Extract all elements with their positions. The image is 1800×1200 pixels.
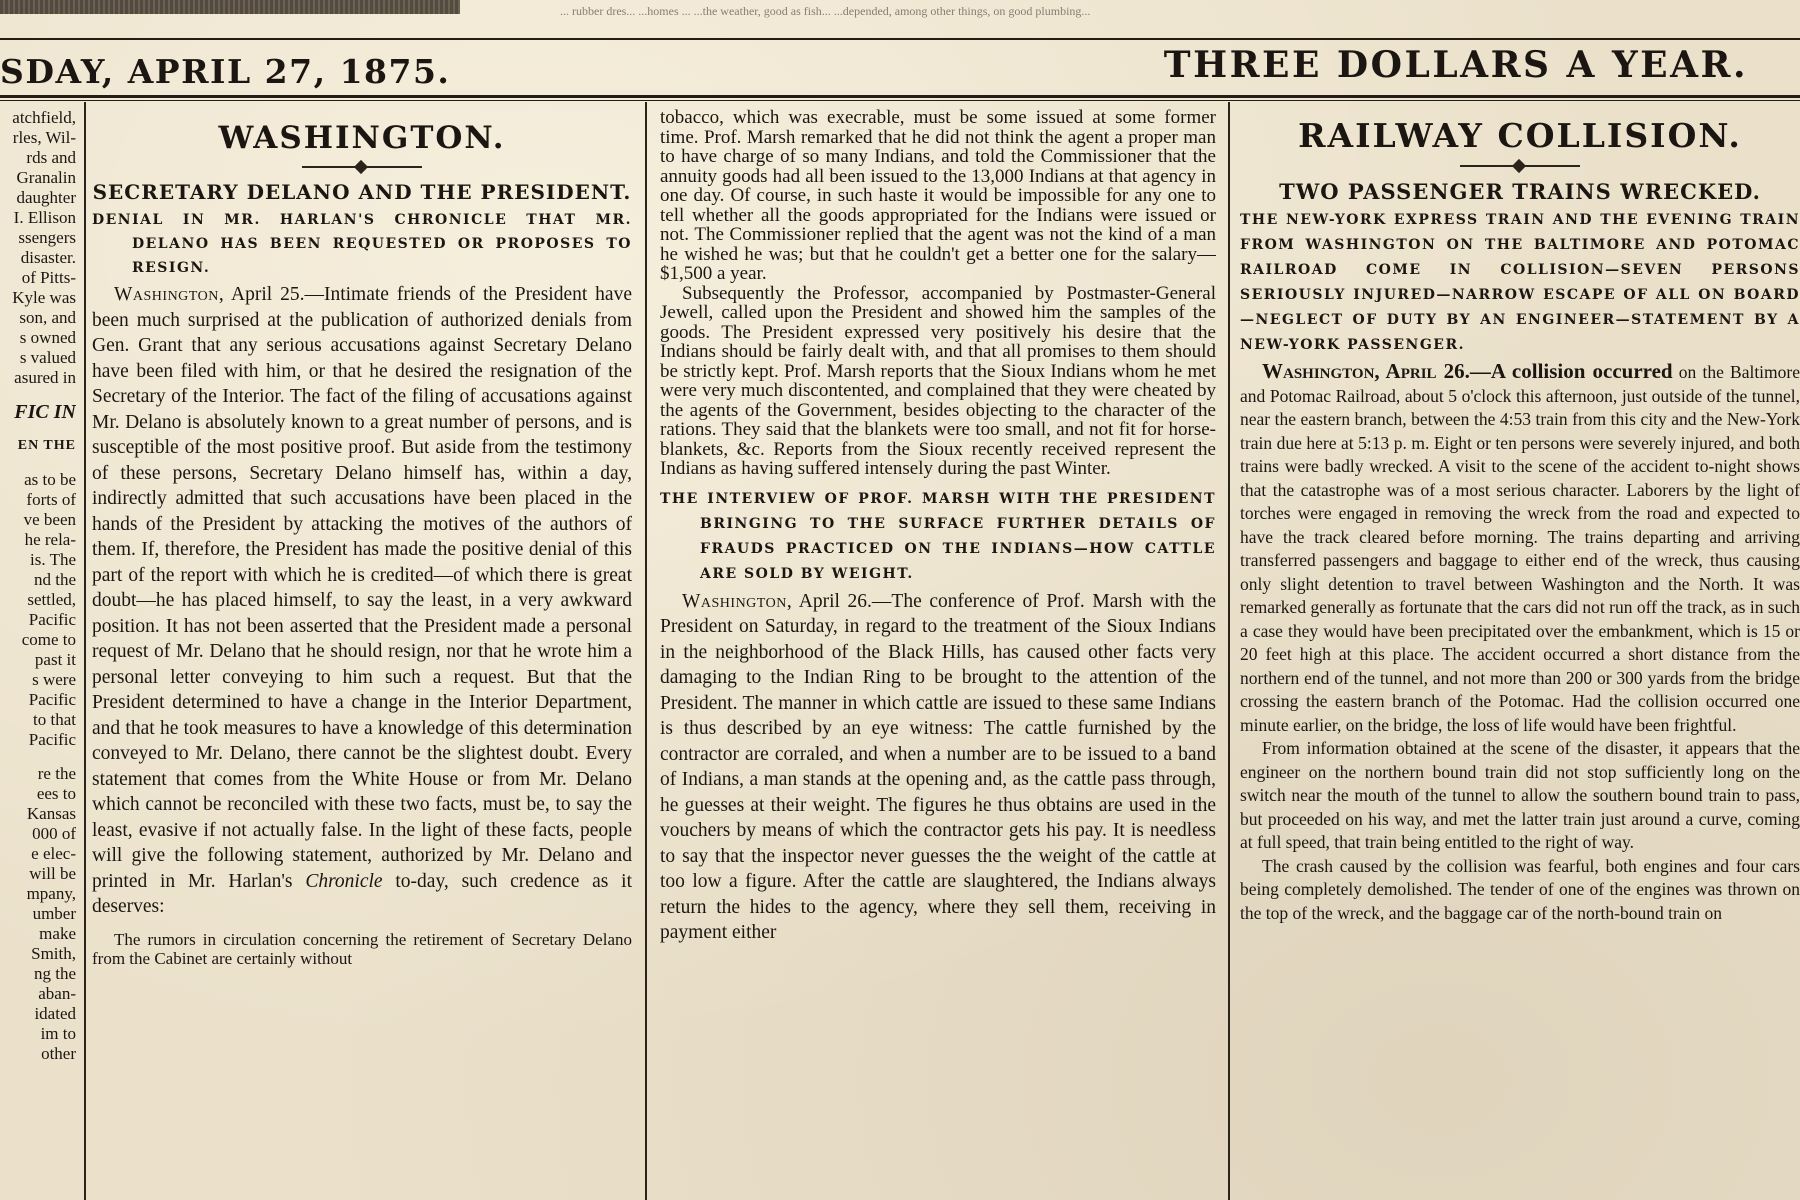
fragment-line: will be	[29, 864, 76, 883]
fragment-line: ve been	[23, 510, 76, 529]
fragment-line: as to be	[24, 470, 76, 489]
deck-collision: THE NEW-YORK EXPRESS TRAIN AND THE EVENING TRAIN FROM WASHINGTON ON THE BALTIMORE AND POTOMAC RAILROAD COME IN COLLISION—SEVEN PERSONS SERIOUSLY INJURED—NARROW ESCAPE OF ALL ON BOARD—NEGLECT OF DUTY BY AN ENGINEER—STATEMENT BY A NEW-YORK PASSENGER.	[1240, 212, 1800, 353]
headline-delano: SECRETARY DELANO AND THE PRESIDENT.	[92, 180, 632, 204]
deck-marsh-interview: THE INTERVIEW OF PROF. MARSH WITH THE PRESIDENT BRINGING TO THE SURFACE FURTHER DETAILS OF FRAUDS PRACTICED ON THE INDIANS—HOW CATTLE ARE SOLD BY WEIGHT.	[660, 490, 1216, 582]
fragment-line: 000 of	[32, 824, 76, 843]
fragment-line: rles, Wil-	[12, 128, 76, 147]
fragment-line: s were	[32, 670, 76, 689]
subscription-price: THREE DOLLARS A YEAR.	[1163, 44, 1748, 86]
fragment-line: re the	[37, 764, 76, 783]
article-dateline: Washington,	[114, 284, 225, 305]
fragment-line: forts of	[26, 490, 76, 509]
fragment-line: Pacific	[28, 730, 76, 749]
section-title-railway: RAILWAY COLLISION.	[1298, 116, 1742, 155]
washington-column	[92, 108, 632, 1200]
fragment-subheading: EN THE	[17, 438, 76, 453]
fragment-line: idated	[34, 1004, 76, 1023]
top-text-fragment: ... rubber dres... ...homes ... ...the weather, good as fish... ...depended, among other things, on good plumbing...	[560, 4, 1091, 18]
fragment-lines-top	[0, 108, 76, 388]
fragment-line: ssengers	[18, 228, 76, 247]
fragment-line: ng the	[33, 964, 76, 983]
fragment-line: make	[39, 924, 76, 943]
deck-delano: DENIAL IN MR. HARLAN'S CHRONICLE THAT MR. DELANO HAS BEEN REQUESTED OR PROPOSES TO RESIGN.	[92, 212, 632, 276]
article-text: on the Baltimore and Potomac Railroad, about 5 o'clock this afternoon, just outside of the tunnel, near the eastern branch, between the 4:53 train from this city and the New-York train due here at 5:13 p. m. Eight or ten persons were severely injured, and both trains were badly wrecked. A visit to the scene of the accident to-night shows that the catastrophe was of a most serious character. Laborers by the light of torches were engaged in removing the wreck from the road and expected to have the track cleared before morning. The trains departing and arriving transferred passengers and baggage to either end of the wreck, thus causing only slight detention to travel between Washington and the North. It was remarked generally as fortunate that the cars did not run off the track, as in such a case they would have been precipitated over the embankment, which is 15 or 20 feet high at this place. The accident occurred a short distance from the northern end of the tunnel, and not more than 200 or 300 yards from the bridge crossing the eastern branch of the Potomac. Had the collision occurred one minute earlier, on the bridge, the loss of life would have been frightful.	[1240, 362, 1800, 735]
article-cattle-body	[660, 589, 1216, 946]
article-collision-para-1	[1240, 360, 1800, 737]
fragment-line: Pacific	[28, 610, 76, 629]
article-text-end: to-day, such credence as it deserves:	[92, 870, 632, 917]
fragment-line: to that	[33, 710, 76, 729]
fragment-line: nd the	[33, 570, 76, 589]
fragment-line: umber	[32, 904, 76, 923]
fragment-line: atchfield,	[12, 108, 76, 127]
article-dateline: Washington,	[682, 590, 793, 612]
fragment-line: Kansas	[26, 804, 76, 823]
article-collision-para-2: From information obtained at the scene of the disaster, it appears that the engineer on the northern bound train did not stop sufficiently long on the switch near the mouth of the tunnel to allow the southern bound train to pass, but proceeded on his way, and met the latter train just around a curve, coming at full speed, that train being entitled to the right of way.	[1240, 738, 1800, 852]
fragment-line: past it	[34, 650, 76, 669]
issue-dateline: SDAY, APRIL 27, 1875.	[0, 52, 451, 91]
fragment-line: disaster.	[20, 248, 76, 267]
railway-column	[1240, 108, 1800, 1200]
article-text: April 25.—Intimate friends of the President have been much surprised at the publication of authorized denials from Gen. Grant that any serious accusations against Secretary Delano have been filed with him, or that he desired the resignation of the Secretary of the Interior. The fact of the filing of accusations against Mr. Delano is absolutely known to a great number of persons, and is susceptible of the most positive proof. But aside from the testimony of these persons, Secretary Delano himself has, within a day, indirectly admitted that such accusations have been placed in the hands of the President by attacking the motives of the authors of them. If, therefore, the President has made the positive denial of this part of the report with which he is credited—of which there is great doubt—he has placed himself, to say the least, in a very awkward position. It has not been asserted that the President made a personal request of Mr. Delano that he should resign, nor that he wrote him a personal letter conveying to him such a request. But that the President determined to have a change in the Interior Department, and that he took measures to have a knowledge of this determination conveyed to Mr. Delano, there cannot be the slightest doubt. Every statement that comes from the White House or from Mr. Delano which cannot be reconciled with these two facts, must be, to say the least, evasive if not actually false. In the light of these facts, people will give the following statement, authorized by Mr. Delano and printed in Mr. Harlan's	[92, 284, 632, 892]
article-marsh-para-2: Subsequently the Professor, accompanied by Postmaster-General Jewell, called upon the President and showed him the samples of the goods. The President expressed very positively his desire that the Indians should be fairly dealt with, and that all promises to them should be strictly kept. Prof. Marsh reports that the Sioux Indians whom he met were very much discontented, and complained that they were cheated by the agents of the Government, besides objecting to the character of the rations. They said that the blankets were too small, and not fit for horse-blankets, &c. Reports from the Sioux recently received represent the Indians as having suffered intensely during the past Winter.	[660, 282, 1216, 479]
indian-affairs-column	[660, 108, 1216, 1200]
fragment-line: Kyle was	[12, 288, 76, 307]
fragment-lines-bottom	[0, 764, 76, 1064]
masthead-art-fragment	[0, 0, 460, 14]
left-column-fragment	[0, 108, 76, 1200]
fragment-line: im to	[40, 1024, 76, 1043]
fragment-line: Smith,	[31, 944, 76, 963]
article-dateline: Washington, April 26.	[1262, 359, 1470, 383]
fragment-line: son, and	[19, 308, 76, 327]
ornament-rule	[302, 162, 422, 172]
header-rule-thin	[0, 100, 1800, 101]
header-rule-thick	[0, 95, 1800, 98]
fragment-line: ees to	[36, 784, 76, 803]
fragment-line: e elec-	[31, 844, 76, 863]
fragment-heading: FIC IN	[14, 401, 76, 423]
fragment-line: s owned	[19, 328, 76, 347]
top-rule	[0, 38, 1800, 40]
fragment-line: Granalin	[16, 168, 76, 187]
article-text: April 26.—The conference of Prof. Marsh with the President on Saturday, in regard to the treatment of the Sioux Indians in the neighborhood of the Black Hills, has caused other facts very damaging to the Indian Ring to be brought to the attention of the President. The manner in which cattle are issued to these same Indians is thus described by an eye witness: The cattle furnished by the contractor are corraled, and when a number are to be issued to a band of Indians, a man stands at the opening and, as the cattle pass through, he guesses at their weight. The figures he thus obtains are used in the vouchers by means of which the contractor gets his pay. It is needless to say that the inspector never guesses the the weight of the cattle at too low a figure. After the cattle are slaughtered, the Indians always return the hides to the agency, where they sell them, receiving in payment either	[660, 590, 1216, 943]
column-rule-1	[84, 102, 86, 1200]
article-delano-body	[92, 282, 632, 920]
fragment-line: mpany,	[26, 884, 76, 903]
fragment-line: he rela-	[24, 530, 76, 549]
fragment-line: is. The	[30, 550, 76, 569]
fragment-line: settled,	[27, 590, 76, 609]
fragment-line: I. Ellison	[13, 208, 76, 227]
fragment-line: rds and	[26, 148, 76, 167]
headline-trains: TWO PASSENGER TRAINS WRECKED.	[1279, 179, 1761, 204]
column-rule-2	[645, 102, 647, 1200]
column-rule-3	[1228, 102, 1230, 1200]
ornament-rule	[1460, 161, 1580, 171]
fragment-line: Pacific	[28, 690, 76, 709]
fragment-lines-middle	[0, 470, 76, 750]
section-title-washington: WASHINGTON.	[218, 120, 506, 156]
article-collision-para-3: The crash caused by the collision was fearful, both engines and four cars being completely demolished. The tender of one of the engines was thrown on the top of the wreck, and the baggage car of the north-bound train on	[1240, 855, 1800, 923]
fragment-line: s valued	[19, 348, 76, 367]
fragment-line: other	[41, 1044, 76, 1063]
quoted-statement: The rumors in circulation concerning the retirement of Secretary Delano from the Cabinet are certainly without	[92, 929, 632, 968]
fragment-line: come to	[21, 630, 76, 649]
article-marsh-para-1: tobacco, which was execrable, must be some issued at some former time. Prof. Marsh remarked that he did not think the agent a proper man to have charge of so many Indians, and told the Commissioner that the annuity goods had all been issued to the 13,000 Indians at that agency in one day. Of course, in such haste it would be impossible for any one to tell whether all the goods appropriated for the Indians were issued or not. The Commissioner replied that the agent was not the kind of a man he wished he was; but that he couldn't get a better one for the salary—$1,500 a year.	[660, 108, 1216, 284]
fragment-line: asured in	[14, 368, 76, 387]
article-lead: —A collision occurred	[1469, 359, 1673, 383]
fragment-line: of Pitts-	[21, 268, 76, 287]
chronicle-title: Chronicle	[305, 870, 383, 892]
fragment-line: daughter	[16, 188, 76, 207]
fragment-line: aban-	[38, 984, 76, 1003]
